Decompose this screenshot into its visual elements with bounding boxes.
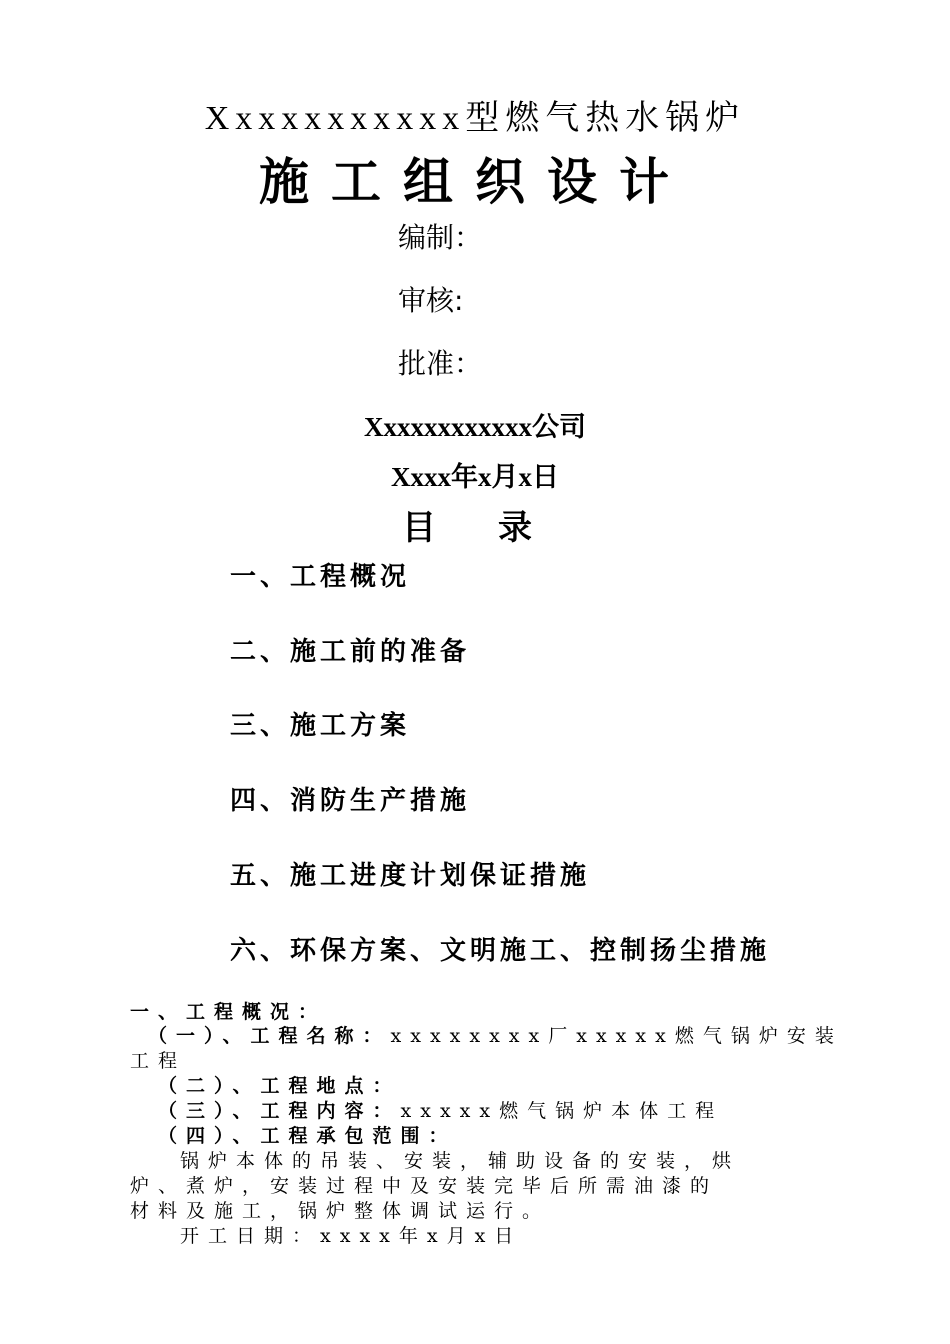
project-name-value: xxxxxxxx厂xxxxx燃气锅炉安装 — [390, 1025, 843, 1047]
project-scope-line: 锅炉本体的吊装、安装，辅助设备的安装，烘 — [180, 1150, 741, 1172]
project-name-row — [148, 1021, 843, 1048]
toc-title: 目录 — [402, 508, 594, 548]
toc-item: 三、施工方案 — [230, 711, 411, 741]
project-location-label: （二）、工程地点： — [158, 1075, 401, 1097]
start-date-row — [180, 1221, 522, 1248]
signature-reviewed-by: 审核: — [398, 284, 464, 317]
document-title-line1: Xxxxxxxxxxx型燃气热水锅炉 — [204, 100, 746, 137]
toc-item: 二、施工前的准备 — [230, 637, 471, 667]
document-date: Xxxx年x月x日 — [391, 462, 559, 492]
section-heading: 一、工程概况： — [130, 1001, 327, 1023]
start-date-value: xxxx年x月x日 — [320, 1225, 523, 1247]
project-name-continuation: 工程 — [130, 1050, 187, 1072]
company-name: Xxxxxxxxxxxx公司 — [364, 412, 586, 442]
project-content-value: xxxxx燃气锅炉本体工程 — [400, 1100, 724, 1122]
document-title-line2: 施工组织设计 — [259, 152, 691, 211]
signature-approved-by: 批准： — [398, 347, 483, 380]
project-scope-label: （四）、工程承包范围： — [158, 1125, 457, 1147]
toc-item: 四、消防生产措施 — [230, 786, 471, 816]
project-content-label: （三）、工程内容： — [158, 1100, 401, 1122]
project-content-row — [158, 1096, 723, 1123]
toc-item: 五、施工进度计划保证措施 — [230, 861, 591, 891]
project-scope-line: 炉、煮炉，安装过程中及安装完毕后所需油漆的 — [130, 1175, 719, 1197]
start-date-label: 开工日期： — [180, 1225, 321, 1247]
toc-item: 六、环保方案、文明施工、控制扬尘措施 — [230, 936, 771, 966]
toc-item: 一、工程概况 — [230, 562, 411, 592]
signature-compiled-by: 编制： — [398, 221, 483, 254]
project-name-label: （一）、工程名称： — [148, 1025, 391, 1047]
project-scope-line: 材料及施工，锅炉整体调试运行。 — [130, 1200, 551, 1222]
